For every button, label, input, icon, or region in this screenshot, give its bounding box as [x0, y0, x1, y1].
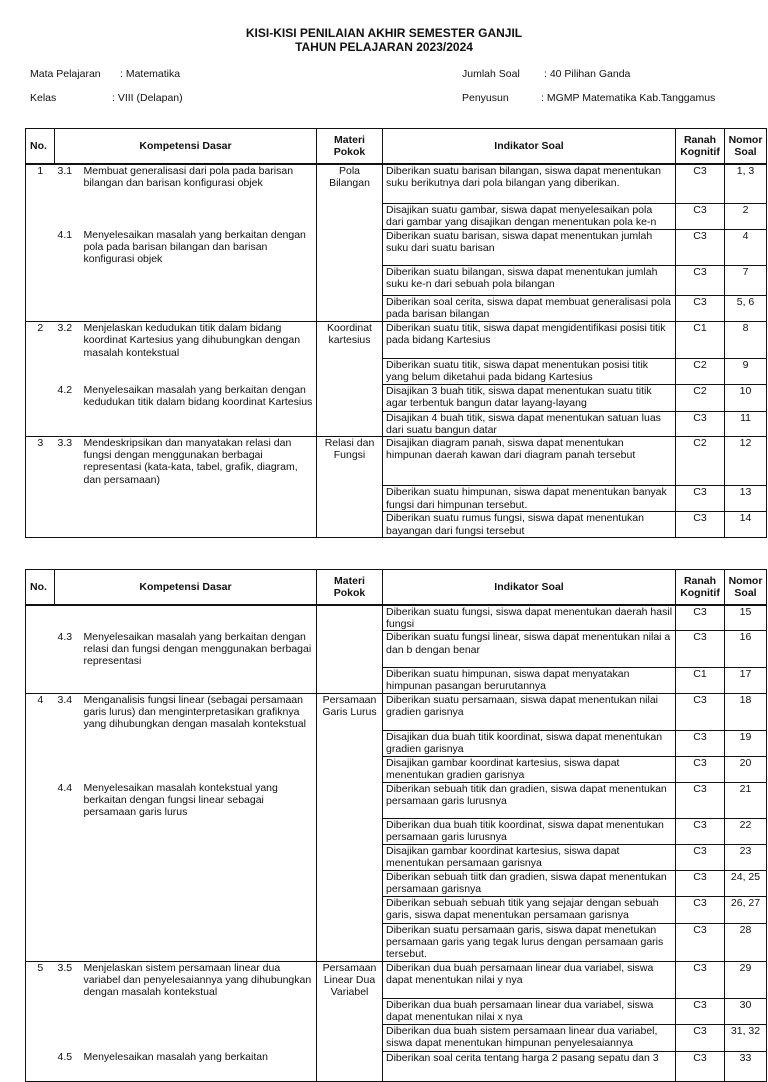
table-row — [26, 411, 767, 436]
cell-indikator-soal: Diberikan sebuah titik dan gradien, siswa dapat menentukan persamaan garis lurusnya — [383, 782, 676, 819]
cell-ranah-kognitif: C3 — [676, 1051, 725, 1081]
cell-kd-code — [55, 411, 81, 436]
table-row — [26, 322, 767, 359]
cell-kd-code — [55, 998, 81, 1024]
mapel-value: : Matematika — [120, 68, 181, 80]
cell-materi-pokok — [317, 266, 383, 296]
cell-kd-code: 3.1 — [57, 165, 73, 177]
cell-kompetensi-dasar — [81, 668, 317, 694]
cell-no: 4 — [26, 694, 55, 731]
cell-kompetensi-dasar: Menyelesaikan masalah yang berkaitan dengan pola pada barisan bilangan dan barisan konfigurasi objek — [81, 229, 317, 266]
cell-kd-code — [55, 512, 81, 537]
cell-ranah-kognitif: C3 — [676, 923, 725, 961]
cell-kompetensi-dasar: Mendeskripsikan dan manyatakan relasi dan fungsi dengan menggunakan berbagai representasi (kata-kata, tabel, grafik, diagram, dan persamaan) — [81, 437, 317, 486]
cell-no — [26, 512, 55, 537]
table-row — [26, 998, 767, 1024]
table-row — [26, 296, 767, 322]
header-indikator-soal: Indikator Soal — [383, 570, 676, 606]
cell-no — [26, 384, 55, 411]
header-ranah-kognitif: Ranah Kognitif — [676, 570, 725, 606]
cell-kompetensi-dasar — [81, 1024, 317, 1051]
cell-indikator-soal: Disajikan suatu gambar, siswa dapat menyelesaikan pola dari gambar yang disajikan dengan menentukan pola ke-n — [383, 203, 676, 229]
header-ranah-kognitif: Ranah Kognitif — [676, 129, 725, 165]
cell-materi-pokok — [317, 870, 383, 896]
cell-materi-pokok — [317, 1024, 383, 1051]
cell-materi-pokok: Relasi dan Fungsi — [317, 437, 383, 486]
cell-materi-pokok — [317, 819, 383, 845]
cell-nomor-soal: 28 — [725, 923, 767, 961]
cell-nomor-soal: 4 — [725, 229, 767, 266]
cell-kompetensi-dasar — [81, 296, 317, 322]
cell-kompetensi-dasar — [81, 998, 317, 1024]
cell-ranah-kognitif: C3 — [676, 296, 725, 322]
cell-ranah-kognitif: C3 — [676, 845, 725, 870]
cell-ranah-kognitif: C3 — [676, 782, 725, 819]
cell-indikator-soal: Diberikan soal cerita tentang harga 2 pasang sepatu dan 3 — [383, 1051, 676, 1081]
table-row — [26, 512, 767, 537]
cell-indikator-soal: Diberikan suatu titik, siswa dapat mengidentifikasi posisi titik pada bidang Kartesius — [383, 322, 676, 359]
cell-indikator-soal: Diberikan sebuah tiitk dan gradien, siswa dapat menentukan persamaan garisnya — [383, 870, 676, 896]
cell-kd-code: 3.4 — [55, 694, 81, 731]
cell-kompetensi-dasar: Menganalisis fungsi linear (sebagai persamaan garis lurus) dan menginterpretasikan grafiknya yang dihubungkan dengan masalah kontekstual — [81, 694, 317, 731]
cell-kd-code — [55, 1024, 81, 1051]
cell-nomor-soal: 14 — [725, 512, 767, 537]
kelas-value: : VIII (Delapan) — [112, 92, 183, 104]
table-row — [26, 870, 767, 896]
cell-kompetensi-dasar — [81, 512, 317, 537]
cell-kd-code: 3.5 — [55, 961, 81, 998]
cell-indikator-soal: Diberikan soal cerita, siswa dapat membuat generalisasi pola pada barisan bilangan — [383, 296, 676, 322]
cell-nomor-soal: 30 — [725, 998, 767, 1024]
cell-no — [26, 845, 55, 870]
cell-indikator-soal: Disajikan 3 buah titik, siswa dapat menentukan suatu titik agar terbentuk bangun datar layang-layang — [383, 384, 676, 411]
cell-kd-code — [55, 266, 81, 296]
cell-kd-code — [55, 896, 81, 923]
cell-kd-code — [55, 359, 81, 384]
cell-indikator-soal: Diberikan suatu persamaan garis, siswa dapat menetukan persamaan garis yang tegak lurus dengan persamaan garis tersebut. — [383, 923, 676, 961]
cell-ranah-kognitif: C2 — [676, 359, 725, 384]
cell-kompetensi-dasar: Menyelesaikan masalah yang berkaitan dengan relasi dan fungsi dengan menggunakan berbagai representasi — [81, 631, 317, 668]
cell-indikator-soal: Disajikan gambar koordinat kartesius, siswa dapat menentukan persamaan garisnya — [383, 845, 676, 870]
cell-ranah-kognitif: C3 — [676, 486, 725, 512]
cell-no — [26, 411, 55, 436]
cell-kompetensi-dasar: Menyelesaikan masalah yang berkaitan dengan kedudukan titik dalam bidang koordinat Kartesius — [81, 384, 317, 411]
cell-kompetensi-dasar — [81, 411, 317, 436]
cell-materi-pokok — [317, 359, 383, 384]
cell-kompetensi-dasar: Menjelaskan kedudukan titik dalam bidang koordinat Kartesius yang dihubungkan dengan masalah kontekstual — [81, 322, 317, 359]
cell-ranah-kognitif: C2 — [676, 437, 725, 486]
cell-materi-pokok — [317, 782, 383, 819]
table-row — [26, 782, 767, 819]
cell-ranah-kognitif: C3 — [676, 512, 725, 537]
cell-kd-code — [55, 845, 81, 870]
table-row — [26, 164, 767, 203]
cell-indikator-soal: Diberikan suatu himpunan, siswa dapat menyatakan himpunan pasangan berurutannya — [383, 668, 676, 694]
cell-nomor-soal: 10 — [725, 384, 767, 411]
cell-no — [26, 782, 55, 819]
cell-ranah-kognitif: C3 — [676, 961, 725, 998]
cell-nomor-soal: 24, 25 — [725, 870, 767, 896]
cell-indikator-soal: Disajikan gambar koordinat kartesius, siswa dapat menentukan gradien garisnya — [383, 756, 676, 782]
header-nomor-soal: Nomor Soal — [725, 570, 767, 606]
cell-nomor-soal: 17 — [725, 668, 767, 694]
cell-nomor-soal: 20 — [725, 756, 767, 782]
header-no: No. — [26, 129, 55, 165]
cell-ranah-kognitif: C3 — [676, 756, 725, 782]
table-row — [26, 266, 767, 296]
document-title: KISI-KISI PENILAIAN AKHIR SEMESTER GANJIL — [245, 26, 523, 40]
cell-ranah-kognitif: C3 — [676, 731, 725, 756]
document-subtitle: TAHUN PELAJARAN 2023/2024 — [295, 40, 473, 54]
cell-no: 3 — [26, 437, 55, 486]
cell-kompetensi-dasar — [81, 819, 317, 845]
cell-materi-pokok — [317, 631, 383, 668]
header-no: No. — [26, 570, 55, 606]
cell-nomor-soal: 7 — [725, 266, 767, 296]
header-materi-pokok: Materi Pokok — [317, 129, 383, 165]
table-row — [26, 845, 767, 870]
table-row — [26, 1024, 767, 1051]
cell-ranah-kognitif: C3 — [676, 605, 725, 631]
table-row — [26, 896, 767, 923]
table-header-row — [26, 129, 767, 165]
cell-kd-code: 4.2 — [57, 384, 73, 397]
cell-indikator-soal: Diberikan suatu fungsi linear, siswa dapat menentukan nilai a dan b dengan benar — [383, 631, 676, 668]
kelas-label: Kelas — [30, 92, 57, 104]
cell-no — [26, 1051, 55, 1081]
cell-no: 5 — [26, 961, 55, 998]
cell-nomor-soal: 5, 6 — [725, 296, 767, 322]
cell-indikator-soal: Diberikan suatu rumus fungsi, siswa dapat menentukan bayangan dari fungsi tersebut — [383, 512, 676, 537]
cell-no — [26, 870, 55, 896]
cell-materi-pokok — [317, 203, 383, 229]
table-row — [26, 631, 767, 668]
cell-nomor-soal: 29 — [725, 961, 767, 998]
cell-kompetensi-dasar — [81, 359, 317, 384]
cell-materi-pokok: Koordinat kartesius — [317, 322, 383, 359]
cell-no — [26, 229, 55, 266]
cell-indikator-soal: Disajikan diagram panah, siswa dapat menentukan himpunan daerah kawan dari diagram panah tersebut — [383, 437, 676, 486]
cell-kompetensi-dasar — [81, 486, 317, 512]
table-row — [26, 756, 767, 782]
table-row — [26, 694, 767, 731]
cell-materi-pokok — [317, 605, 383, 631]
cell-materi-pokok: Pola Bilangan — [317, 164, 383, 203]
cell-kompetensi-dasar — [81, 845, 317, 870]
cell-no — [26, 486, 55, 512]
cell-kompetensi-dasar — [81, 870, 317, 896]
cell-materi-pokok: Persamaan Linear Dua Variabel — [317, 961, 383, 998]
cell-kd-code: 4.4 — [57, 782, 73, 795]
cell-no — [26, 819, 55, 845]
table-row — [26, 731, 767, 756]
jumlah-soal-value: : 40 Pilihan Ganda — [544, 68, 631, 80]
cell-indikator-soal: Diberikan dua buah persamaan linear dua variabel, siswa dapat menentukan nilai y nya — [383, 961, 676, 998]
header-kompetensi-dasar: Kompetensi Dasar — [55, 570, 317, 606]
header-indikator-soal: Indikator Soal — [383, 129, 676, 165]
cell-materi-pokok — [317, 411, 383, 436]
jumlah-soal-label: Jumlah Soal — [462, 68, 520, 80]
cell-nomor-soal: 19 — [725, 731, 767, 756]
table-row — [26, 1051, 767, 1081]
cell-materi-pokok — [317, 229, 383, 266]
cell-nomor-soal: 12 — [725, 437, 767, 486]
cell-no — [26, 266, 55, 296]
table-header-row — [26, 570, 767, 606]
cell-ranah-kognitif: C3 — [676, 266, 725, 296]
kisi-table-2 — [25, 569, 767, 1082]
cell-materi-pokok — [317, 296, 383, 322]
table-row — [26, 384, 767, 411]
cell-indikator-soal: Diberikan sebuah sebuah titik yang sejajar dengan sebuah garis, siswa dapat menentukan persamaan garisnya — [383, 896, 676, 923]
cell-nomor-soal: 21 — [725, 782, 767, 819]
table-row — [26, 203, 767, 229]
cell-no — [26, 1024, 55, 1051]
cell-ranah-kognitif: C3 — [676, 896, 725, 923]
cell-kd-code: 4.5 — [55, 1051, 81, 1081]
cell-nomor-soal: 9 — [725, 359, 767, 384]
table-row — [26, 961, 767, 998]
table-row — [26, 819, 767, 845]
cell-indikator-soal: Disajikan 4 buah titik, siswa dapat menentukan satuan luas dari suatu bangun datar — [383, 411, 676, 436]
cell-indikator-soal: Diberikan suatu barisan, siswa dapat menentukan jumlah suku dari suatu barisan — [383, 229, 676, 266]
cell-indikator-soal: Disajikan dua buah titik koordinat, siswa dapat menentukan gradien garisnya — [383, 731, 676, 756]
cell-ranah-kognitif: C3 — [676, 411, 725, 436]
cell-materi-pokok — [317, 1051, 383, 1081]
table-row — [26, 923, 767, 961]
cell-nomor-soal: 13 — [725, 486, 767, 512]
cell-kompetensi-dasar: Menyelesaikan masalah kontekstual yang berkaitan dengan fungsi linear sebagai persamaan garis lurus — [81, 782, 317, 819]
cell-nomor-soal: 2 — [725, 203, 767, 229]
cell-materi-pokok — [317, 486, 383, 512]
cell-kd-code — [55, 870, 81, 896]
cell-nomor-soal: 18 — [725, 694, 767, 731]
cell-nomor-soal: 26, 27 — [725, 896, 767, 923]
cell-ranah-kognitif: C3 — [676, 998, 725, 1024]
cell-kompetensi-dasar — [81, 266, 317, 296]
cell-materi-pokok — [317, 512, 383, 537]
penyusun-label: Penyusun — [462, 92, 509, 104]
cell-no: 1 — [26, 164, 55, 203]
cell-nomor-soal: 33 — [725, 1051, 767, 1081]
cell-ranah-kognitif: C3 — [676, 819, 725, 845]
cell-indikator-soal: Diberikan dua buah persamaan linear dua variabel, siswa dapat menentukan nilai x nya — [383, 998, 676, 1024]
cell-kd-code — [55, 731, 81, 756]
cell-kompetensi-dasar — [81, 896, 317, 923]
cell-kd-code — [55, 296, 81, 322]
cell-no: 2 — [26, 322, 55, 359]
cell-kd-code: 3.3 — [55, 437, 81, 486]
cell-ranah-kognitif: C3 — [676, 203, 725, 229]
cell-kd-code: 3.2 — [55, 322, 81, 359]
cell-kd-code — [55, 756, 81, 782]
cell-materi-pokok — [317, 896, 383, 923]
penyusun-value: : MGMP Matematika Kab.Tanggamus — [541, 92, 716, 104]
cell-no — [26, 731, 55, 756]
table-row — [26, 437, 767, 486]
cell-ranah-kognitif: C1 — [676, 322, 725, 359]
cell-kd-code: 4.1 — [57, 229, 73, 241]
mapel-label: Mata Pelajaran — [30, 68, 101, 80]
cell-ranah-kognitif: C1 — [676, 668, 725, 694]
cell-kompetensi-dasar: Menjelaskan sistem persamaan linear dua variabel dan penyelesaiannya yang dihubungkan dengan masalah kontekstual — [81, 961, 317, 998]
cell-indikator-soal: Diberikan dua buah sistem persamaan linear dua variabel, siswa dapat menentukan himpunan penyelesaiannya — [383, 1024, 676, 1051]
cell-kd-code — [55, 819, 81, 845]
cell-ranah-kognitif: C3 — [676, 694, 725, 731]
kisi-table-1 — [25, 128, 767, 538]
cell-indikator-soal: Diberikan dua buah titik koordinat, siswa dapat menentukan persamaan garis lurusnya — [383, 819, 676, 845]
cell-nomor-soal: 8 — [725, 322, 767, 359]
cell-no — [26, 203, 55, 229]
cell-no — [26, 359, 55, 384]
cell-kd-code: 4.3 — [57, 630, 73, 643]
cell-indikator-soal: Diberikan suatu bilangan, siswa dapat menentukan jumlah suku ke-n dari sebuah pola bilangan — [383, 266, 676, 296]
cell-kompetensi-dasar: Menyelesaikan masalah yang berkaitan — [81, 1051, 317, 1081]
cell-indikator-soal: Diberikan suatu barisan bilangan, siswa dapat menentukan suku berikutnya dari pola bilangan yang diberikan. — [383, 164, 676, 203]
table-row — [26, 668, 767, 694]
cell-nomor-soal: 22 — [725, 819, 767, 845]
cell-nomor-soal: 16 — [725, 631, 767, 668]
cell-indikator-soal: Diberikan suatu fungsi, siswa dapat menentukan daerah hasil fungsi — [383, 605, 676, 631]
table-row — [26, 605, 767, 631]
cell-indikator-soal: Diberikan suatu persamaan, siswa dapat menentukan nilai gradien garisnya — [383, 694, 676, 731]
cell-materi-pokok: Persamaan Garis Lurus — [317, 694, 383, 731]
cell-ranah-kognitif: C3 — [676, 229, 725, 266]
cell-nomor-soal: 11 — [725, 411, 767, 436]
table-row — [26, 486, 767, 512]
cell-no — [26, 605, 55, 631]
cell-ranah-kognitif: C2 — [676, 384, 725, 411]
cell-nomor-soal: 31, 32 — [725, 1024, 767, 1051]
cell-nomor-soal: 1, 3 — [725, 164, 767, 203]
cell-kd-code — [55, 668, 81, 694]
cell-kompetensi-dasar — [81, 731, 317, 756]
table-row — [26, 359, 767, 384]
header-kompetensi-dasar: Kompetensi Dasar — [55, 129, 317, 165]
cell-kompetensi-dasar — [81, 605, 317, 631]
cell-kd-code — [55, 605, 81, 631]
cell-materi-pokok — [317, 731, 383, 756]
cell-kompetensi-dasar — [81, 203, 317, 229]
cell-ranah-kognitif: C3 — [676, 870, 725, 896]
cell-materi-pokok — [317, 998, 383, 1024]
cell-indikator-soal: Diberikan suatu titik, siswa dapat menentukan posisi titik yang belum diketahui pada bidang Kartesius — [383, 359, 676, 384]
cell-indikator-soal: Diberikan suatu himpunan, siswa dapat menentukan banyak fungsi dari himpunan tersebut. — [383, 486, 676, 512]
cell-kompetensi-dasar: Membuat generalisasi dari pola pada barisan bilangan dan barisan konfigurasi objek — [81, 164, 317, 203]
cell-kd-code — [55, 203, 81, 229]
cell-no — [26, 668, 55, 694]
cell-nomor-soal: 15 — [725, 605, 767, 631]
header-materi-pokok: Materi Pokok — [317, 570, 383, 606]
cell-no — [26, 756, 55, 782]
cell-materi-pokok — [317, 384, 383, 411]
cell-ranah-kognitif: C3 — [676, 164, 725, 203]
cell-nomor-soal: 23 — [725, 845, 767, 870]
cell-materi-pokok — [317, 845, 383, 870]
cell-no — [26, 296, 55, 322]
cell-kd-code — [55, 923, 81, 961]
cell-materi-pokok — [317, 668, 383, 694]
cell-no — [26, 631, 55, 668]
cell-no — [26, 923, 55, 961]
cell-kompetensi-dasar — [81, 756, 317, 782]
table-row — [26, 229, 767, 266]
cell-materi-pokok — [317, 756, 383, 782]
cell-no — [26, 998, 55, 1024]
header-nomor-soal: Nomor Soal — [725, 129, 767, 165]
cell-kompetensi-dasar — [81, 923, 317, 961]
cell-ranah-kognitif: C3 — [676, 631, 725, 668]
cell-no — [26, 896, 55, 923]
cell-ranah-kognitif: C3 — [676, 1024, 725, 1051]
cell-kd-code — [55, 486, 81, 512]
cell-materi-pokok — [317, 923, 383, 961]
